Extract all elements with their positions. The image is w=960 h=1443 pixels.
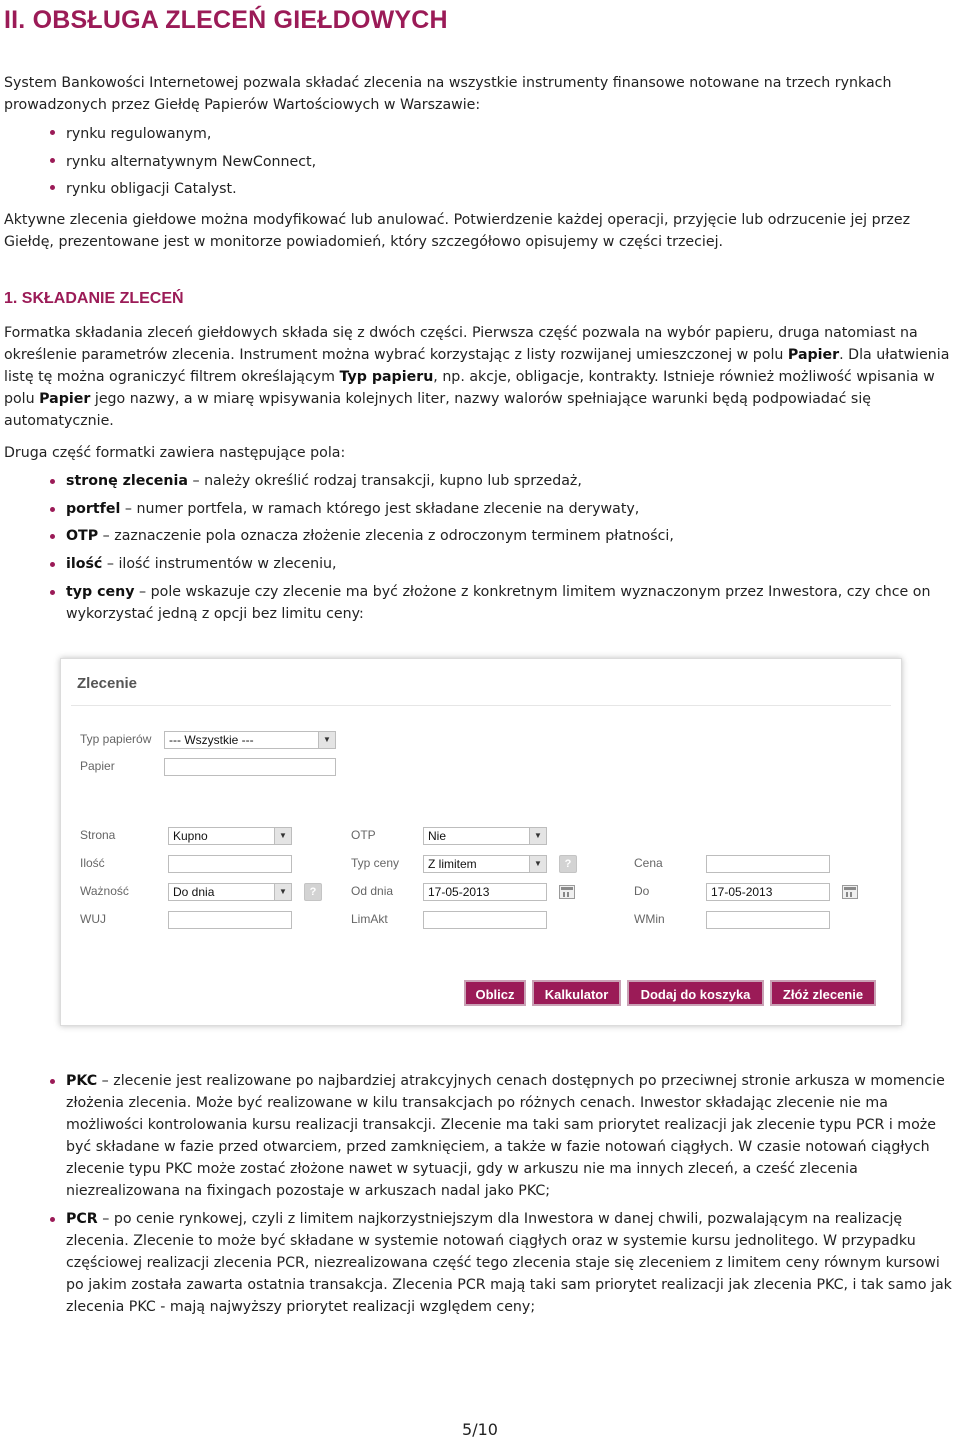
list-item: stronę zlecenia – należy określić rodzaj transakcji, kupno lub sprzedaż, xyxy=(4,470,954,492)
chevron-down-icon: ▼ xyxy=(318,732,335,748)
dodaj-do-koszyka-button[interactable]: Dodaj do koszyka xyxy=(627,980,764,1006)
modify-note: Aktywne zlecenia giełdowe można modyfikować lub anulować. Potwierdzenie każdej operacji, przyjęcie lub odrzucenie jej przez Giełdę, prezentowane jest w monitorze powiadomień, który szczegółowo opisujemy w części trzeciej. xyxy=(4,212,911,250)
list-item: typ ceny – pole wskazuje czy zlecenie ma być złożone z konkretnym limitem wyznaczonym przez Inwestora, czy chce on wykorzystać jedną z opcji bez limitu ceny: xyxy=(4,581,954,625)
od-dnia-input[interactable]: 17-05-2013 xyxy=(423,883,547,901)
chevron-down-icon: ▼ xyxy=(274,884,291,900)
chevron-down-icon: ▼ xyxy=(529,828,546,844)
help-icon[interactable]: ? xyxy=(559,855,577,873)
typ-papierow-select[interactable]: --- Wszystkie --- ▼ xyxy=(164,731,336,749)
limakt-label: LimAkt xyxy=(351,912,388,926)
list-item: PKC – zlecenie jest realizowane po najbardziej atrakcyjnych cenach dostępnych po przeciwnej stronie arkusza w momencie złożenia zlecenia. Może być realizowane w kilu transakcjach po różnych cenach. Inwestor składając zlecenie nie ma możliwości kontrolowania kursu realizacji transakcji. Zlecenie ma taki sam priorytet realizacji jak zlecenie typu PCR i może być składane w fazie przed otwarciem, przed zamknięciem, a także w fazie notowań ciągłych. W czasie notowań ciągłych zlecenie typu PKC może zostać złożone nawet w sytuacji, gdy w arkuszu nie ma innych zleceń, a cześć zlecenia niezrealizowana na fixingach pozostaje w arkuszach nadal jako PKC; xyxy=(4,1070,956,1202)
price-types-list xyxy=(4,1070,956,1324)
form-title: Zlecenie xyxy=(77,675,138,692)
list-item: rynku alternatywnym NewConnect, xyxy=(4,149,944,177)
calendar-icon[interactable] xyxy=(559,885,575,899)
wuj-label: WUJ xyxy=(80,912,106,926)
wmin-label: WMin xyxy=(634,912,665,926)
list-item: rynku regulowanym, xyxy=(4,121,944,149)
waznosc-select[interactable]: Do dnia ▼ xyxy=(168,883,292,901)
fields-intro: Druga część formatki zawiera następujące pola: xyxy=(4,445,346,461)
typ-ceny-select[interactable]: Z limitem ▼ xyxy=(423,855,547,873)
list-item: portfel – numer portfela, w ramach którego jest składane zlecenie na derywaty, xyxy=(4,498,954,520)
typ-ceny-label: Typ ceny xyxy=(351,856,400,870)
wuj-input[interactable] xyxy=(168,911,292,929)
do-input[interactable]: 17-05-2013 xyxy=(706,883,830,901)
intro-paragraph: System Bankowości Internetowej pozwala składać zlecenia na wszystkie instrumenty finansowe notowane na trzech rynkach prowadzonych przez Giełdę Papierów Wartościowych w Warszawie: xyxy=(4,75,892,113)
list-item: OTP – zaznaczenie pola oznacza złożenie zlecenia z odroczonym terminem płatności, xyxy=(4,525,954,547)
subsection-heading: 1. SKŁADANIE ZLECEŃ xyxy=(4,290,184,307)
help-icon[interactable]: ? xyxy=(304,883,322,901)
cena-label: Cena xyxy=(634,856,663,870)
strona-select[interactable]: Kupno ▼ xyxy=(168,827,292,845)
do-label: Do xyxy=(634,884,650,898)
typ-papierow-label: Typ papierów xyxy=(80,732,152,746)
strona-label: Strona xyxy=(80,828,116,842)
section-heading: II. OBSŁUGA ZLECEŃ GIEŁDOWYCH xyxy=(4,6,448,34)
form-description: Formatka składania zleceń giełdowych składa się z dwóch części. Pierwsza część pozwala na wybór papieru, druga natomiast na określenie parametrów zlecenia. Instrument można wybrać korzystając z listy rozwijanej umieszczonej w polu Papier. Dla ułatwienia listę tę można ograniczyć filtrem określającym Typ papieru, np. akcje, obligacje, kontrakty. Istnieje również możliwość wpisania w polu Papier jego nazwy, a w miarę wpisywania kolejnych liter, nazwy walorów spełniające warunki będą podpowiadać się automatycznie. xyxy=(4,325,950,429)
cena-input[interactable] xyxy=(706,855,830,873)
zloz-zlecenie-button[interactable]: Złóż zlecenie xyxy=(770,980,876,1006)
waznosc-label: Ważność xyxy=(80,884,129,898)
limakt-input[interactable] xyxy=(423,911,547,929)
list-item: PCR – po cenie rynkowej, czyli z limitem najkorzystniejszym dla Inwestora w danej chwili, pozwalającym na realizację zlecenia. Zlecenie to może być składane w systemie notowań ciągłych oraz w systemie kursu jednolitego. W przypadku częściowej realizacji zlecenia PCR, niezrealizowana część tego zlecenia staje się zleceniem z limitem ceny równym kursowi po jakim została zawarta ostatnia transakcja. Zlecenia PCR mają taki sam priorytet realizacji jak zlecenia PKC, i tak samo jak zlecenia PKC - mają najwyższy priorytet realizacji względem ceny; xyxy=(4,1208,956,1318)
papier-input[interactable] xyxy=(164,758,336,776)
ilosc-label: Ilość xyxy=(80,856,105,870)
markets-list xyxy=(4,121,944,204)
order-form-panel xyxy=(60,658,902,1026)
kalkulator-button[interactable]: Kalkulator xyxy=(532,980,621,1006)
list-item: ilość – ilość instrumentów w zleceniu, xyxy=(4,553,954,575)
wmin-input[interactable] xyxy=(706,911,830,929)
ilosc-input[interactable] xyxy=(168,855,292,873)
oblicz-button[interactable]: Oblicz xyxy=(464,980,526,1006)
otp-select[interactable]: Nie ▼ xyxy=(423,827,547,845)
otp-label: OTP xyxy=(351,828,376,842)
od-dnia-label: Od dnia xyxy=(351,884,394,898)
calendar-icon[interactable] xyxy=(842,885,858,899)
chevron-down-icon: ▼ xyxy=(274,828,291,844)
list-item: rynku obligacji Catalyst. xyxy=(4,176,944,204)
papier-label: Papier xyxy=(80,759,115,773)
fields-list xyxy=(4,470,954,630)
divider xyxy=(71,705,891,706)
chevron-down-icon: ▼ xyxy=(529,856,546,872)
page-number: 5/10 xyxy=(462,1420,498,1439)
